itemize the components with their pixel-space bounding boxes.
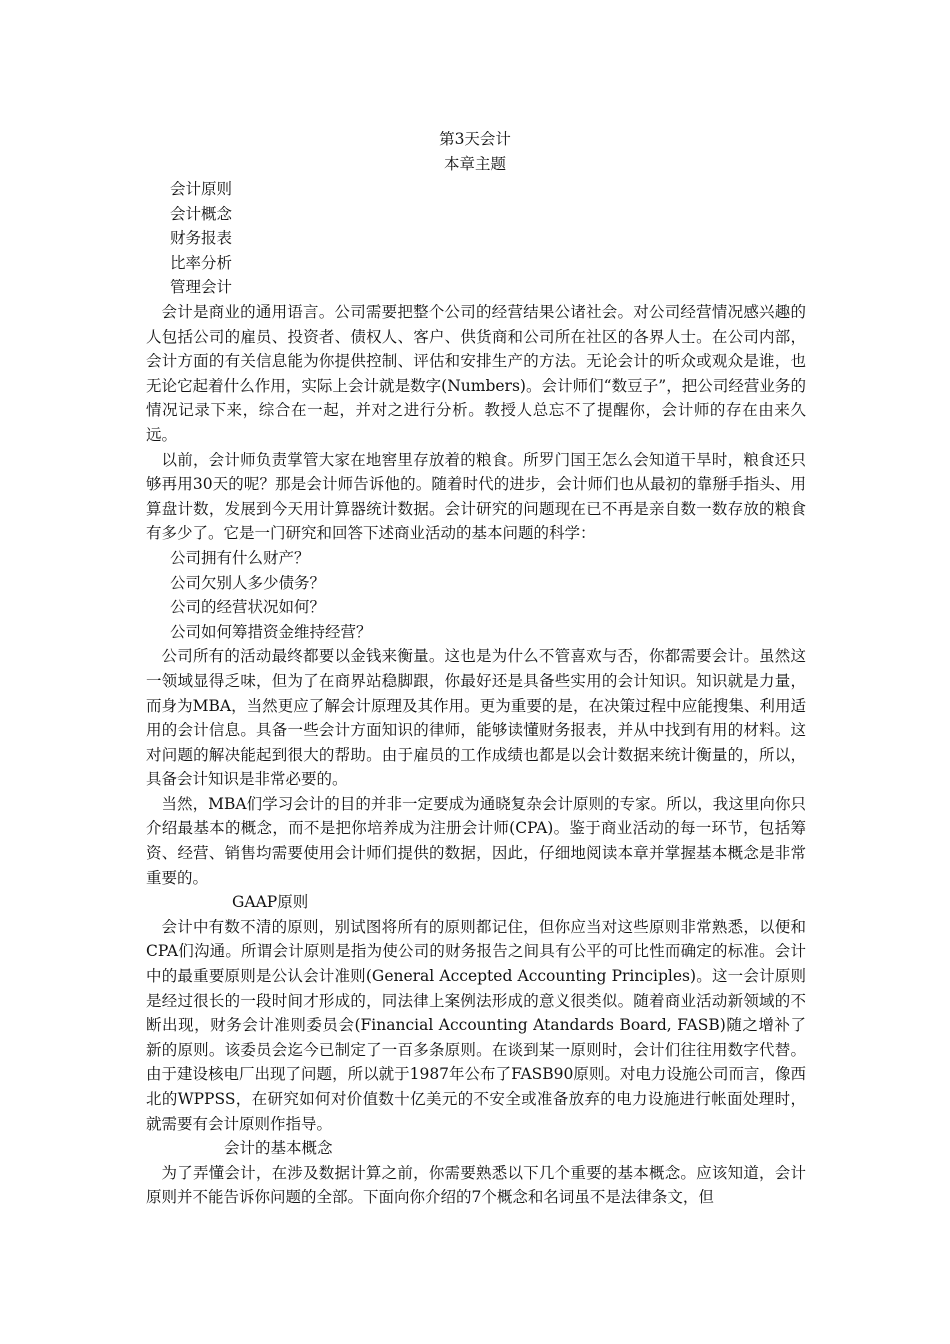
- topic-item: 会计原则: [170, 180, 233, 198]
- section-heading-concepts: 会计的基本概念: [224, 1139, 333, 1158]
- paragraph: 公司所有的活动最终都要以金钱来衡量。这也是为什么不管喜欢与否，你都需要会计。虽然这一领域显得乏味，但为了在商界站稳脚跟，你最好还是具备些实用的会计知识。知识就是力量，而身为MBA，当然更应了解会计原理及其作用。更为重要的是，在决策过程中应能搜集、利用适用的会计信息。具备一些会计方面知识的律师，能够读懂财务报表，并从中找到有用的材料。这对问题的解决能起到很大的帮助。由于雇员的工作成绩也都是以会计数据来统计衡量的，所以，具备会计知识是非常必要的。: [146, 647, 806, 789]
- paragraph: 为了弄懂会计，在涉及数据计算之前，你需要熟悉以下几个重要的基本概念。应该知道，会计原则并不能告诉你问题的全部。下面向你介绍的7个概念和名词虽不是法律条文，但: [146, 1163, 806, 1207]
- question-list: [146, 546, 806, 644]
- paragraph: 会计中有数不清的原则，别试图将所有的原则都记住，但你应当对这些原则非常熟悉，以便和CPA们沟通。所谓会计原则是指为使公司的财务报告之间具有公平的可比性而确定的标准。会计中的最重要原则是公认会计准则(General Accepted Accounting Principles)。这一会计原则是经过很长的一段时间才形成的，同法律上案例法形成的意义很类似。随着商业活动新领域的不断出现，财务会计准则委员会(Financial Accounting Atandards Board, FASB)随之增补了新的原则。该委员会迄今已制定了一百多条原则。在谈到某一原则时，会计们往往用数字代替。由于建设核电厂出现了问题，所以就于1987年公布了FASB90原则。对电力设施公司而言，像西北的WPPSS，在研究如何对价值数十亿美元的不安全或准备放弃的电力设施进行帐面处理时，就需要有会计原则作指导。: [146, 917, 806, 1133]
- topic-item: 比率分析: [170, 253, 233, 272]
- paragraph: 会计是商业的通用语言。公司需要把整个公司的经营结果公诸社会。对公司经营情况感兴趣的人包括公司的雇员、投资者、债权人、客户、供货商和公司所在社区的各界人士。在公司内部，会计方面的有关信息能为你提供控制、评估和安排生产的方法。无论会计的听众或观众是谁，也无论它起着什么作用，实际上会计就是数字(Numbers)。会计师们“数豆子”，把公司经营业务的情况记录下来，综合在一起，并对之进行分析。教授人总忘不了提醒你，会计师的存在由来久远。: [146, 303, 806, 444]
- question-item: 公司如何筹措资金维持经营？: [170, 622, 372, 641]
- paragraph: 以前，会计师负责掌管大家在地窖里存放着的粮食。所罗门国王怎么会知道干旱时，粮食还只够再用30天的呢？那是会计师告诉他的。随着时代的进步，会计师们也从最初的靠掰手指头、用算盘计数，发展到今天用计算器统计数据。会计研究的问题现在已不再是亲自数一数存放的粮食有多少了。它是一门研究和回答下述商业活动的基本问题的科学：: [146, 450, 806, 543]
- topic-list: [170, 177, 232, 300]
- paragraph: 当然，MBA们学习会计的目的并非一定要成为通晓复杂会计原则的专家。所以，我这里向你只介绍最基本的概念，而不是把你培养成为注册会计师(CPA)。鉴于商业活动的每一环节，包括筹资、经营、销售均需要使用会计师们提供的数据，因此，仔细地阅读本章并掌握基本概念是非常重要的。: [146, 794, 806, 887]
- section-heading-gaap: GAAP原则: [232, 893, 309, 912]
- topic-item: 财务报表: [170, 229, 233, 247]
- question-item: 公司欠别人多少债务？: [170, 573, 326, 592]
- question-item: 公司的经营状况如何？: [170, 598, 326, 617]
- topic-item: 会计概念: [170, 204, 233, 223]
- topic-item: 管理会计: [170, 278, 233, 296]
- page-title: 第3天会计: [439, 130, 511, 148]
- question-item: 公司拥有什么财产？: [170, 548, 310, 567]
- chapter-subtitle: 本章主题: [443, 155, 506, 173]
- body-text: [146, 300, 806, 1210]
